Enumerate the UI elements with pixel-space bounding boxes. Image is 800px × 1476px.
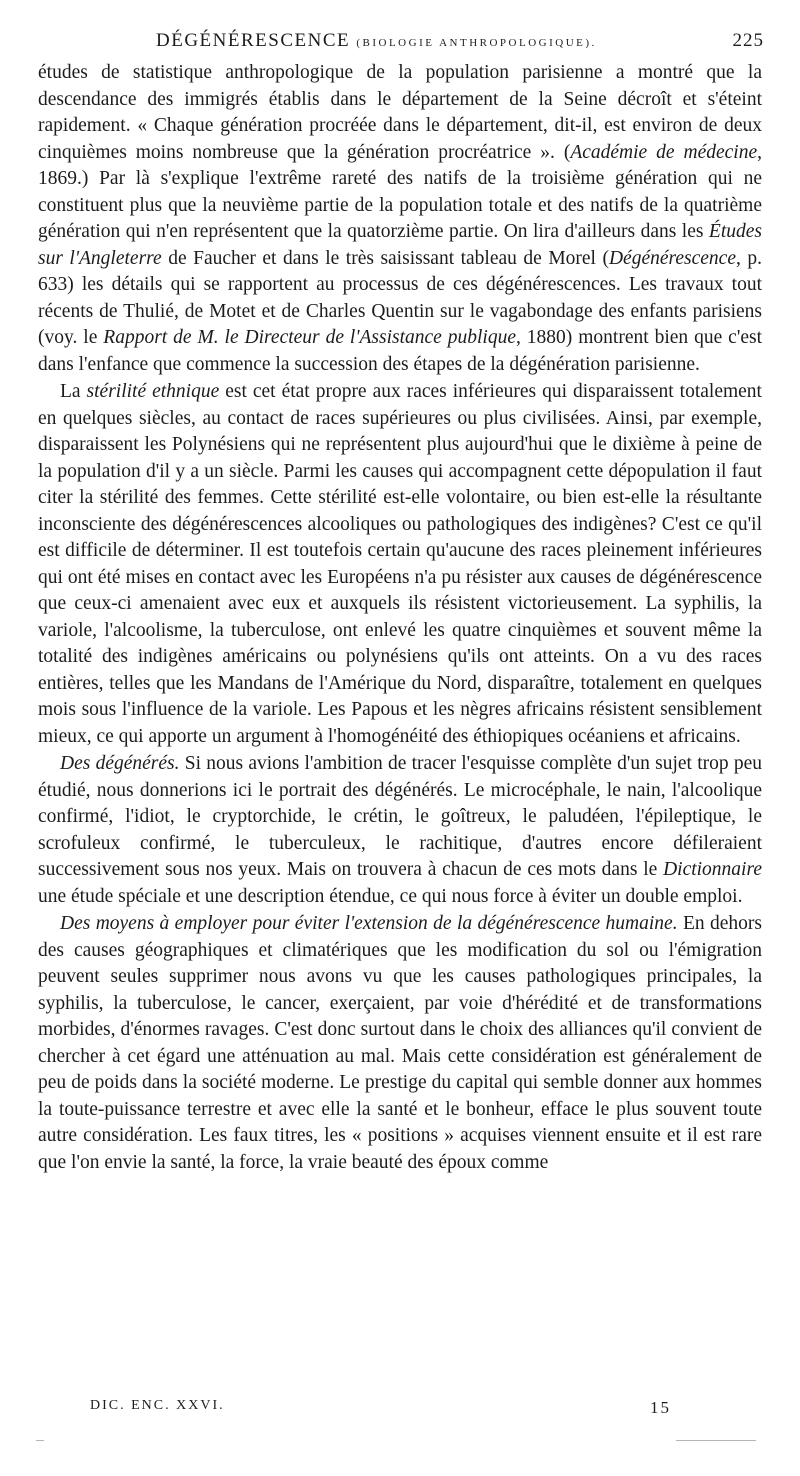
italic-title: Études sur l'Angleterre	[38, 221, 762, 269]
scan-artifact	[676, 1440, 756, 1441]
title-subtitle: (BIOLOGIE ANTHROPOLOGIQUE).	[356, 37, 597, 49]
text-run: études de statistique anthropologique de la population parisienne a montré que la descendance des immigrés établis dans le département de la Seine décroît et s'éteint rapidement. « Chaque génération procréée dans le département, dit-il, est environ de deux cinquièmes moins nombreuse que la génération procréatrice ». (	[38, 62, 762, 163]
signature-mark: DIC. ENC. XXVI.	[90, 1398, 225, 1413]
section-heading: Des moyens à employer pour éviter l'extension de la dégénérescence humaine.	[60, 913, 678, 934]
italic-title: Dégénérescence	[608, 247, 736, 269]
running-header	[38, 30, 764, 56]
paragraph-2	[38, 379, 762, 750]
text-run: En dehors des causes géographiques et climatériques que les modification du sol ou l'émigration peuvent seules supprimer nous avons vu que les causes pathologiques principales, la syphilis, la tuberculose, le cancer, exerçaient, par voie d'hérédité et de transformations morbides, d'énormes ravages. C'est donc surtout dans le choix des alliances qu'il convient de chercher à cet égard une atténuation au mal. Mais cette considération est généralement de peu de poids dans la société moderne. Le prestige du capital qui semble donner aux hommes la toute-puissance terrestre et avec elle la santé et le bonheur, efface le plus souvent toute autre considération. Les faux titres, les « positions » acquises viennent ensuite et il est rare que l'on envie la santé, la force, la vraie beauté des époux comme	[38, 913, 762, 1173]
text-run: Si nous avions l'ambition de tracer l'esquisse complète d'un sujet trop peu étudié, nous donnerions ici le portrait des dégénérés. Le microcéphale, le nain, l'alcoolique confirmé, l'idiot, le cryptorchide, le crétin, le goîtreux, le paludéen, l'épileptique, le scrofuleux confirmé, le tuberculeux, le rachitique, d'autres encore défileraient successivement sous nos yeux. Mais on trouvera à chacun de ces mots dans le	[38, 753, 762, 880]
text-run: , 1869.) Par là s'explique l'extrême rareté des natifs de la troisième génération qui ne constituent plus que la neuvième partie de la population totale et des natifs de la quatrième génération qui n'en représentent que la quatorzième partie. On lira d'ailleurs dans les	[38, 141, 762, 242]
page-footer	[90, 1398, 690, 1420]
italic-term: stérilité ethnique	[86, 381, 220, 402]
title-main: DÉGÉNÉRESCENCE	[156, 30, 351, 51]
running-title	[156, 30, 597, 52]
text-run: une étude spéciale et une description étendue, ce qui nous force à éviter un double emploi.	[38, 885, 743, 907]
paragraph-3	[38, 751, 762, 910]
italic-title: Dictionnaire	[663, 859, 762, 880]
body-text	[38, 60, 762, 1176]
text-run: est cet état propre aux races inférieures qui disparaissent totalement en quelques siècles, au contact de races supérieures ou plus civilisées. Ainsi, par exemple, disparaissent les Polynésiens qui ne représentent plus aujourd'hui que le dixième à peine de la population d'il y a un siècle. Parmi les causes qui accompagnent cette dépopulation il faut citer la stérilité des femmes. Cette stérilité est-elle volontaire, ou bien est-elle la résultante inconsciente des dégénérescences alcooliques ou pathologiques des indigènes? C'est ce qu'il est difficile de déterminer. Il est toutefois certain qu'aucune des races pleinement inférieures qui ont été mises en contact avec les Européens n'a pu résister aux causes de dégénérescence que ceux-ci amenaient avec eux et auxquels ils résistent victorieusement. La syphilis, la variole, l'alcoolisme, la tuberculose, ont enlevé les quatre cinquièmes et souvent même la totalité des indigènes américains ou polynésiens qu'ils ont atteints. On a vu des races entières, telles que les Mandans de l'Amérique du Nord, disparaître, totalement en quelques mois sous l'influence de la variole. Les Papous et les nègres africains résistent sensiblement mieux, ce qui apporte un argument à l'homogénéité des éthiopiques océaniens et africains.	[38, 381, 762, 747]
text-run: , 1880) montrent bien que c'est dans l'enfance que commence la succession des étapes de la dégénération parisienne.	[38, 327, 762, 375]
page-number: 225	[732, 30, 764, 51]
text-run: , p. 633) les détails qui se rapportent au processus de ces dégénérescences. Les travaux tout récents de Thulié, de Motet et de Charles Quentin sur le vagabondage des enfants parisiens (voy. le	[38, 247, 762, 348]
italic-citation: Académie de médecine	[570, 141, 758, 163]
sheet-number: 15	[650, 1398, 671, 1417]
text-run: de Faucher et dans le très saisissant tableau de Morel (	[161, 247, 609, 269]
text-run: La	[60, 381, 87, 402]
section-heading: Des dégénérés.	[60, 753, 180, 774]
paragraph-1	[38, 60, 762, 378]
italic-title: Rapport de M. le Directeur de l'Assistance publique	[103, 327, 516, 348]
paragraph-4	[38, 911, 762, 1176]
scan-artifact	[36, 1440, 44, 1441]
